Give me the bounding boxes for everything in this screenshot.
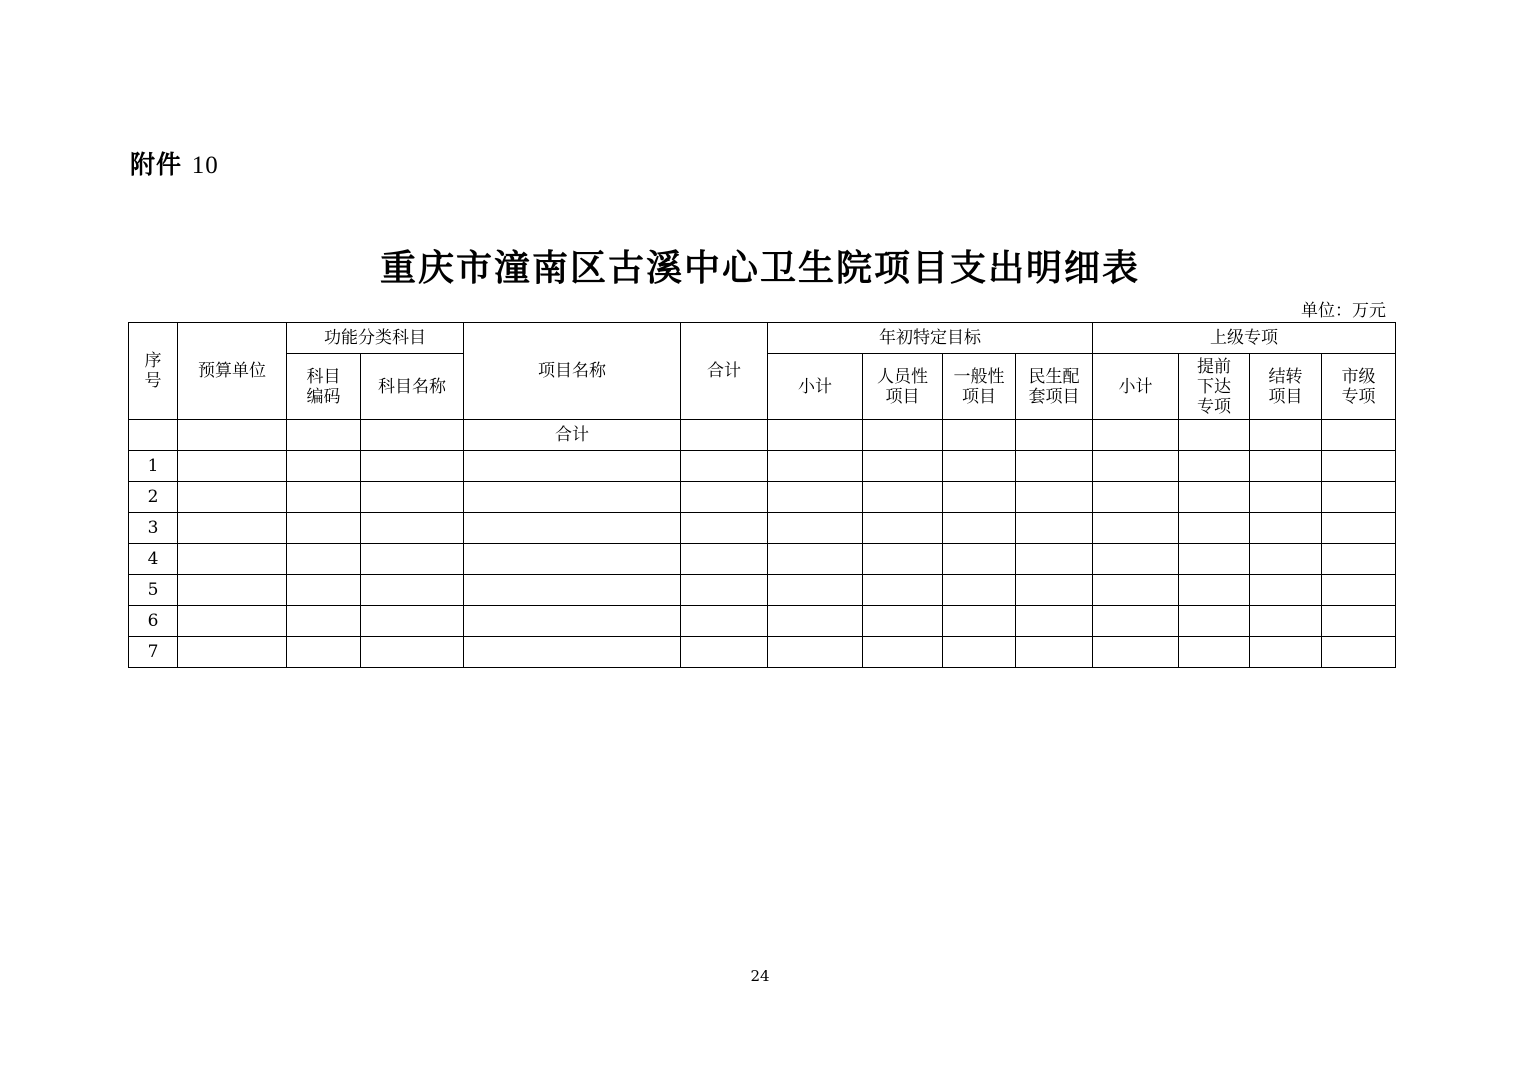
table-cell bbox=[1322, 451, 1396, 482]
table-cell bbox=[1322, 513, 1396, 544]
table-row bbox=[129, 513, 1396, 544]
table-cell bbox=[1250, 513, 1322, 544]
table-cell bbox=[287, 482, 361, 513]
table-cell bbox=[464, 482, 681, 513]
table-cell bbox=[1179, 544, 1250, 575]
table-cell bbox=[1093, 482, 1179, 513]
table-cell bbox=[1093, 575, 1179, 606]
table-cell bbox=[1016, 575, 1093, 606]
header-budget-unit: 预算单位 bbox=[178, 323, 287, 420]
table-cell bbox=[464, 606, 681, 637]
table-cell bbox=[768, 420, 863, 451]
table-cell bbox=[178, 544, 287, 575]
table-body bbox=[129, 451, 1396, 668]
table-cell bbox=[681, 420, 768, 451]
table-cell bbox=[361, 606, 464, 637]
table-row bbox=[129, 575, 1396, 606]
table-cell bbox=[1322, 544, 1396, 575]
total-row bbox=[129, 420, 1396, 451]
table-cell bbox=[361, 482, 464, 513]
table-cell bbox=[287, 451, 361, 482]
table-cell bbox=[1016, 451, 1093, 482]
table-row bbox=[129, 606, 1396, 637]
table-cell bbox=[943, 513, 1016, 544]
table-cell bbox=[863, 544, 943, 575]
table-cell bbox=[1179, 451, 1250, 482]
table-cell bbox=[681, 575, 768, 606]
table-cell bbox=[287, 606, 361, 637]
table-cell bbox=[681, 637, 768, 668]
table-cell bbox=[1322, 420, 1396, 451]
table-cell bbox=[768, 606, 863, 637]
table-cell bbox=[768, 513, 863, 544]
table-cell bbox=[1322, 606, 1396, 637]
table-cell bbox=[464, 575, 681, 606]
table-cell bbox=[1322, 575, 1396, 606]
table-row bbox=[129, 544, 1396, 575]
attachment-number: 10 bbox=[191, 152, 219, 179]
table-cell bbox=[361, 637, 464, 668]
table-cell bbox=[464, 451, 681, 482]
header-row-1 bbox=[129, 323, 1396, 354]
page-number: 24 bbox=[750, 967, 770, 985]
table-row bbox=[129, 451, 1396, 482]
table-cell bbox=[361, 451, 464, 482]
table-cell bbox=[361, 420, 464, 451]
table-cell bbox=[1016, 513, 1093, 544]
header-superior-group: 上级专项 bbox=[1093, 323, 1396, 354]
row-number: 3 bbox=[129, 513, 178, 544]
header-general-project: 一般性 项目 bbox=[943, 354, 1016, 420]
table-cell bbox=[1179, 482, 1250, 513]
header-seq: 序 号 bbox=[129, 323, 178, 420]
row-number: 7 bbox=[129, 637, 178, 668]
table-cell bbox=[681, 606, 768, 637]
table-cell bbox=[361, 544, 464, 575]
table-cell bbox=[1016, 420, 1093, 451]
table-cell bbox=[464, 513, 681, 544]
row-number: 1 bbox=[129, 451, 178, 482]
table-cell bbox=[178, 482, 287, 513]
table-cell bbox=[1322, 482, 1396, 513]
table-cell bbox=[768, 451, 863, 482]
attachment-text: 附件 bbox=[130, 150, 183, 179]
table-row bbox=[129, 637, 1396, 668]
header-superior-subtotal: 小计 bbox=[1093, 354, 1179, 420]
table-cell bbox=[287, 420, 361, 451]
table-cell bbox=[1250, 637, 1322, 668]
header-personnel-project: 人员性 项目 bbox=[863, 354, 943, 420]
table-cell bbox=[361, 575, 464, 606]
table-cell bbox=[943, 606, 1016, 637]
table-cell bbox=[863, 513, 943, 544]
header-project-name: 项目名称 bbox=[464, 323, 681, 420]
table-cell bbox=[1322, 637, 1396, 668]
table-cell bbox=[1250, 420, 1322, 451]
row-number: 4 bbox=[129, 544, 178, 575]
table-cell bbox=[768, 575, 863, 606]
table-cell bbox=[178, 420, 287, 451]
table-cell bbox=[1250, 606, 1322, 637]
table-cell bbox=[1093, 606, 1179, 637]
table-cell bbox=[1093, 544, 1179, 575]
table-cell bbox=[1179, 606, 1250, 637]
table-cell bbox=[863, 451, 943, 482]
table-cell bbox=[863, 420, 943, 451]
table-cell bbox=[863, 606, 943, 637]
header-advance-special: 提前 下达 专项 bbox=[1179, 354, 1250, 420]
expenditure-table bbox=[128, 322, 1396, 668]
table-cell bbox=[464, 544, 681, 575]
table-cell bbox=[1093, 513, 1179, 544]
page-title: 重庆市潼南区古溪中心卫生院项目支出明细表 bbox=[379, 248, 1140, 289]
table-cell bbox=[768, 482, 863, 513]
table-cell bbox=[1179, 637, 1250, 668]
table-cell bbox=[768, 544, 863, 575]
table-cell bbox=[681, 451, 768, 482]
table-cell bbox=[681, 544, 768, 575]
table-cell bbox=[768, 637, 863, 668]
table-cell bbox=[1250, 482, 1322, 513]
header-livelihood-project: 民生配 套项目 bbox=[1016, 354, 1093, 420]
table-cell bbox=[1250, 544, 1322, 575]
table-cell bbox=[1093, 420, 1179, 451]
table-cell bbox=[863, 482, 943, 513]
table-cell bbox=[1093, 451, 1179, 482]
table-cell bbox=[1179, 420, 1250, 451]
table-cell bbox=[287, 513, 361, 544]
table-cell bbox=[178, 451, 287, 482]
table-cell bbox=[1016, 637, 1093, 668]
header-subject-code: 科目 编码 bbox=[287, 354, 361, 420]
header-carryover-project: 结转 项目 bbox=[1250, 354, 1322, 420]
header-subject-name: 科目名称 bbox=[361, 354, 464, 420]
table-cell bbox=[178, 513, 287, 544]
table-cell bbox=[1179, 575, 1250, 606]
table-cell bbox=[1093, 637, 1179, 668]
table-cell bbox=[943, 482, 1016, 513]
table-cell bbox=[943, 451, 1016, 482]
table-cell bbox=[287, 575, 361, 606]
table-cell bbox=[178, 637, 287, 668]
table-cell bbox=[1016, 606, 1093, 637]
row-number: 2 bbox=[129, 482, 178, 513]
header-functional-group: 功能分类科目 bbox=[287, 323, 464, 354]
table-row bbox=[129, 482, 1396, 513]
table-cell bbox=[863, 637, 943, 668]
table-cell bbox=[681, 513, 768, 544]
table-cell bbox=[943, 575, 1016, 606]
header-targets-group: 年初特定目标 bbox=[768, 323, 1093, 354]
table-cell bbox=[1016, 544, 1093, 575]
table-cell bbox=[1250, 451, 1322, 482]
table-cell bbox=[1016, 482, 1093, 513]
table-cell bbox=[361, 513, 464, 544]
table-cell bbox=[1250, 575, 1322, 606]
table-cell bbox=[287, 544, 361, 575]
header-city-special: 市级 专项 bbox=[1322, 354, 1396, 420]
table-cell bbox=[464, 637, 681, 668]
total-row-label: 合计 bbox=[464, 420, 681, 451]
table-cell bbox=[943, 544, 1016, 575]
table-cell bbox=[943, 637, 1016, 668]
unit-label: 单位：万元 bbox=[1301, 301, 1386, 321]
table-cell bbox=[129, 420, 178, 451]
table-cell bbox=[178, 606, 287, 637]
table-cell bbox=[863, 575, 943, 606]
table-cell bbox=[681, 482, 768, 513]
row-number: 6 bbox=[129, 606, 178, 637]
header-total: 合计 bbox=[681, 323, 768, 420]
attachment-label bbox=[130, 145, 219, 181]
row-number: 5 bbox=[129, 575, 178, 606]
header-targets-subtotal: 小计 bbox=[768, 354, 863, 420]
table-cell bbox=[943, 420, 1016, 451]
table-cell bbox=[287, 637, 361, 668]
table-cell bbox=[1179, 513, 1250, 544]
table-cell bbox=[178, 575, 287, 606]
